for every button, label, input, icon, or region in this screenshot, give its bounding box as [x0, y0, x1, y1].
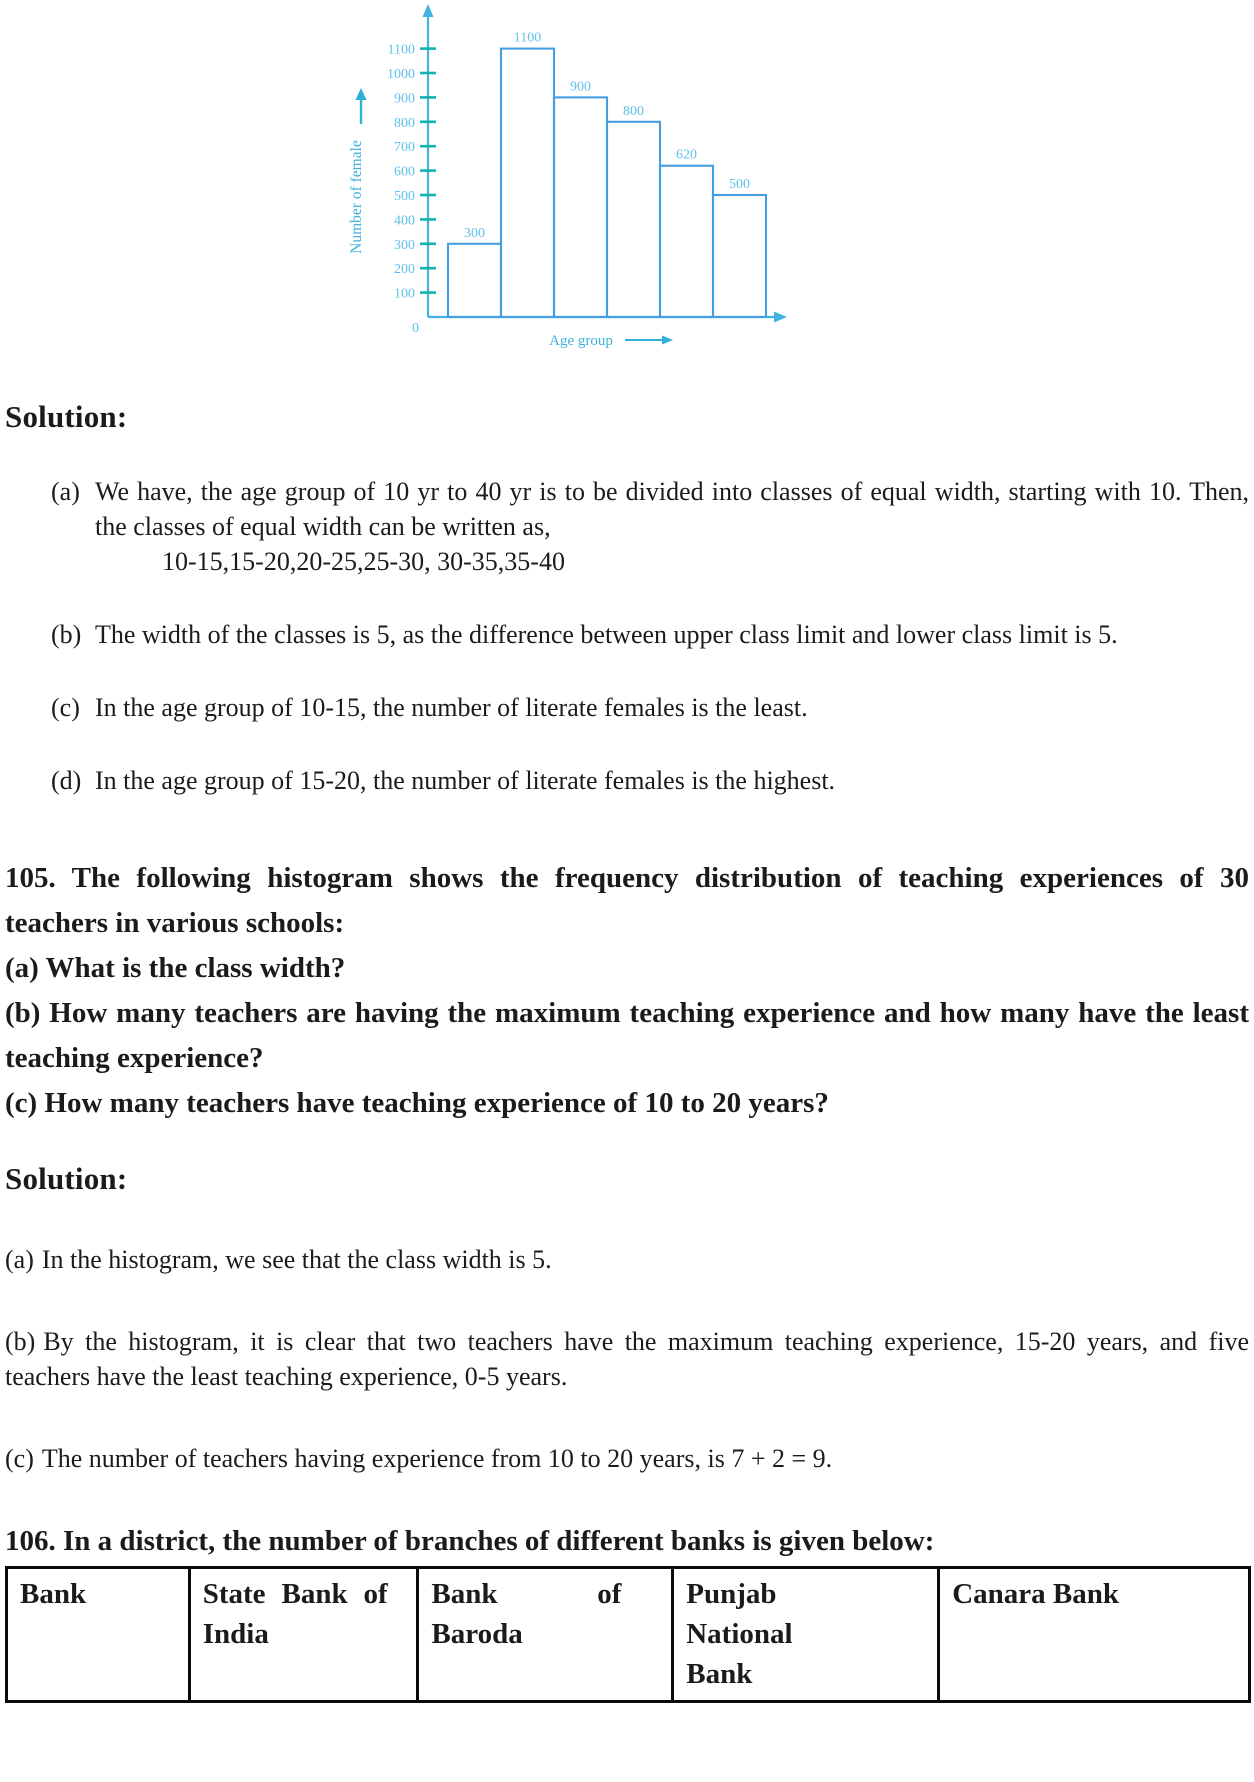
question-105: [5, 856, 1249, 1126]
question-106-heading: 106. In a district, the number of branches of different banks is given below:: [5, 1525, 935, 1557]
y-tick-label: 600: [394, 164, 415, 180]
item-text: In the age group of 10-15, the number of literate females is the least.: [95, 693, 808, 722]
bar-value-label: 620: [676, 147, 697, 163]
item-label: (b): [51, 620, 82, 649]
y-axis-arrow-icon: [423, 4, 434, 17]
histogram-chart: [313, 0, 799, 354]
class-intervals-line: 10-15,15-20,20-25,25-30, 30-35,35-40: [162, 547, 565, 576]
solution1-item-c: [51, 690, 1249, 725]
histogram-bar: [448, 244, 501, 317]
solution1-item-b: [51, 617, 1249, 652]
cell-text: Punjab National Bank: [686, 1578, 793, 1690]
histogram-bars: [448, 49, 766, 317]
y-axis-title: Number of female: [348, 140, 365, 254]
cell-text: Bank of Baroda: [431, 1578, 622, 1650]
item-label: (b): [5, 1327, 36, 1356]
solution1-item-d: [51, 763, 1249, 798]
solution2-heading: Solution:: [5, 1161, 128, 1196]
histogram-bar: [554, 97, 607, 317]
cell-text: Canara Bank: [952, 1578, 1120, 1610]
bar-value-label: 900: [570, 79, 591, 95]
solution2-item-c: [5, 1441, 1249, 1476]
item-label: (a): [5, 1245, 34, 1274]
y-tick-label: 700: [394, 140, 415, 156]
cell-text: Bank: [20, 1578, 87, 1610]
y-label-arrow-icon: [356, 88, 367, 100]
y-tick-label: 1000: [387, 67, 415, 82]
y-tick-label: 200: [394, 262, 415, 278]
table-header-bank: [7, 1568, 190, 1702]
bar-value-label: 500: [729, 177, 750, 192]
y-tick-label: 100: [394, 286, 415, 302]
question-105-part-b: (b) How many teachers are having the maximum teaching experience and how many have the least teaching experience?: [5, 997, 1249, 1074]
table-header-bob: [418, 1568, 673, 1702]
solution2-item-b: [5, 1324, 1249, 1394]
solution1-heading: Solution:: [5, 399, 128, 434]
y-tick-label: 400: [394, 213, 415, 229]
item-text: In the age group of 15-20, the number of literate females is the highest.: [95, 766, 836, 795]
x-axis-arrow-icon: [774, 312, 787, 323]
item-text: By the histogram, it is clear that two teachers have the maximum teaching experience, 15-20 years, and five teachers have the least teaching experience, 0-5 years.: [5, 1327, 1249, 1391]
item-label: (c): [5, 1444, 34, 1473]
item-text: The width of the classes is 5, as the difference between upper class limit and lower class limit is 5.: [95, 620, 1118, 649]
question-105-intro: 105. The following histogram shows the frequency distribution of teaching experiences of 30 teachers in various schools:: [5, 862, 1249, 939]
y-tick-label: 900: [394, 91, 415, 107]
table-header-canara: [939, 1568, 1250, 1702]
question-105-part-a: (a) What is the class width?: [5, 952, 346, 984]
y-tick-label: 300: [394, 237, 415, 253]
x-label-arrow-icon: [662, 336, 673, 345]
item-label: (c): [51, 693, 80, 722]
bar-value-label: 800: [623, 103, 644, 119]
y-tick-label: 1100: [387, 42, 415, 58]
cell-text: State Bank of India: [202, 1578, 388, 1650]
y-tick-label: 500: [394, 189, 415, 204]
bank-branches-table: [5, 1566, 1251, 1703]
solution1-item-a: [51, 474, 1249, 579]
table-header-pnb: [673, 1568, 939, 1702]
item-text: The number of teachers having experience from 10 to 20 years, is 7 + 2 = 9.: [41, 1444, 833, 1473]
item-text: In the histogram, we see that the class width is 5.: [41, 1245, 552, 1274]
table-header-row: [7, 1568, 1250, 1702]
question-105-part-c: (c) How many teachers have teaching experience of 10 to 20 years?: [5, 1087, 829, 1119]
origin-label: 0: [412, 321, 419, 336]
solution2-item-a: [5, 1242, 1249, 1277]
item-text: We have, the age group of 10 yr to 40 yr is to be divided into classes of equal width, starting with 10. Then, the classes of equal width can be written as,: [95, 477, 1249, 541]
histogram-bar: [660, 166, 713, 317]
histogram-chart-svg: [313, 2, 799, 354]
histogram-bar: [501, 49, 554, 317]
histogram-bar: [713, 195, 766, 317]
bar-value-label: 300: [464, 225, 485, 241]
y-tick-label: 800: [394, 115, 415, 131]
item-label: (d): [51, 766, 82, 795]
table-header-sbi: [189, 1568, 418, 1702]
solution1-list: [5, 474, 1249, 798]
x-axis-title: Age group: [549, 333, 613, 349]
item-label: (a): [51, 477, 80, 506]
histogram-bar: [607, 122, 660, 317]
bar-value-label: 1100: [513, 30, 542, 46]
solution2-list: [5, 1242, 1249, 1476]
